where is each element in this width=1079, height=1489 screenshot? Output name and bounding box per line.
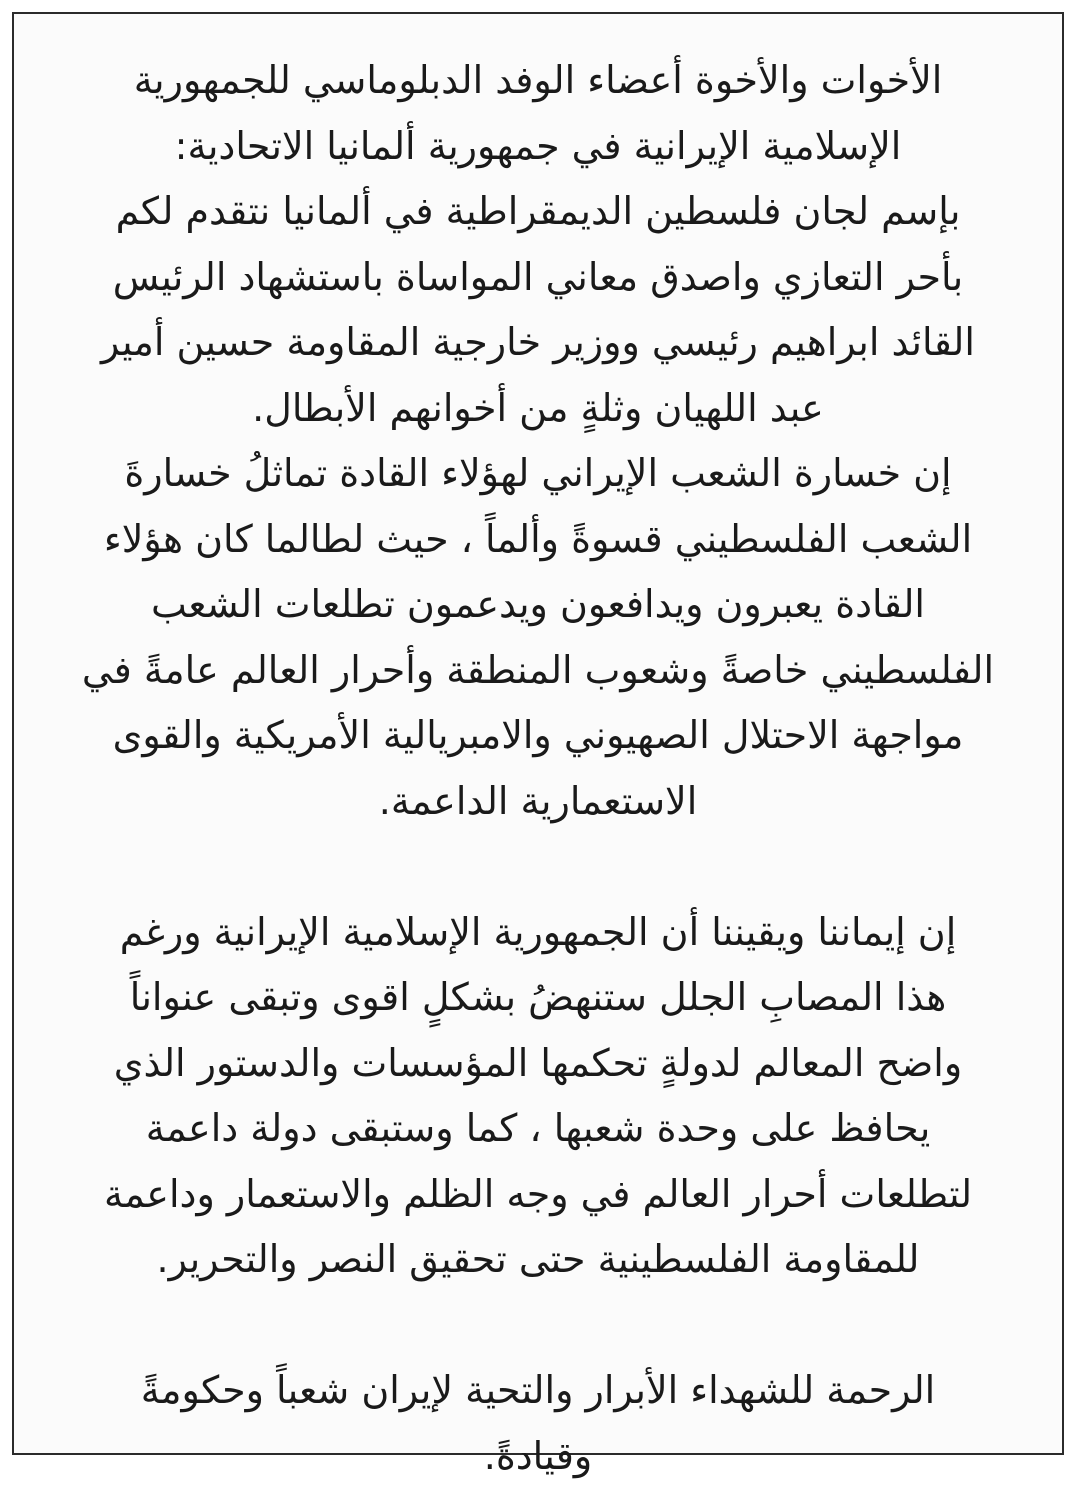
letter-line: لتطلعات أحرار العالم في وجه الظلم والاستعمار وداعمة <box>58 1162 1018 1228</box>
letter-line: الشعب الفلسطيني قسوةً وألماً ، حيث لطالما كان هؤلاء <box>58 507 1018 573</box>
letter-line: عبد اللهيان وثلةٍ من أخوانهم الأبطال. <box>58 376 1018 442</box>
letter-line: يحافظ على وحدة شعبها ، كما وستبقى دولة داعمة <box>58 1096 1018 1162</box>
condolence-letter <box>14 14 1062 1489</box>
letter-line: للمقاومة الفلسطينية حتى تحقيق النصر والتحرير. <box>58 1227 1018 1293</box>
letter-line: بأحر التعازي واصدق معاني المواساة باستشهاد الرئيس <box>58 245 1018 311</box>
letter-line: بإسم لجان فلسطين الديمقراطية في ألمانيا نتقدم لكم <box>58 179 1018 245</box>
paragraph-gap <box>58 1293 1018 1359</box>
letter-line: هذا المصابِ الجلل ستنهضُ بشكلٍ اقوى وتبقى عنواناً <box>58 965 1018 1031</box>
letter-line: الفلسطيني خاصةً وشعوب المنطقة وأحرار العالم عامةً في <box>58 638 1018 704</box>
letter-line: الأخوات والأخوة أعضاء الوفد الدبلوماسي للجمهورية <box>58 48 1018 114</box>
letter-line: الاستعمارية الداعمة. <box>58 769 1018 835</box>
letter-line: وقيادةً. <box>58 1424 1018 1489</box>
letter-line: واضح المعالم لدولةٍ تحكمها المؤسسات والدستور الذي <box>58 1031 1018 1097</box>
letter-line: الرحمة للشهداء الأبرار والتحية لإيران شعباً وحكومةً <box>58 1358 1018 1424</box>
letter-frame <box>12 12 1064 1455</box>
paragraph-gap <box>58 834 1018 900</box>
letter-line: القائد ابراهيم رئيسي ووزير خارجية المقاومة حسين أمير <box>58 310 1018 376</box>
letter-line: مواجهة الاحتلال الصهيوني والامبريالية الأمريكية والقوى <box>58 703 1018 769</box>
letter-line: الإسلامية الإيرانية في جمهورية ألمانيا الاتحادية: <box>58 114 1018 180</box>
letter-line: القادة يعبرون ويدافعون ويدعمون تطلعات الشعب <box>58 572 1018 638</box>
letter-line: إن خسارة الشعب الإيراني لهؤلاء القادة تماثلُ خسارةَ <box>58 441 1018 507</box>
letter-line: إن إيماننا ويقيننا أن الجمهورية الإسلامية الإيرانية ورغم <box>58 900 1018 966</box>
